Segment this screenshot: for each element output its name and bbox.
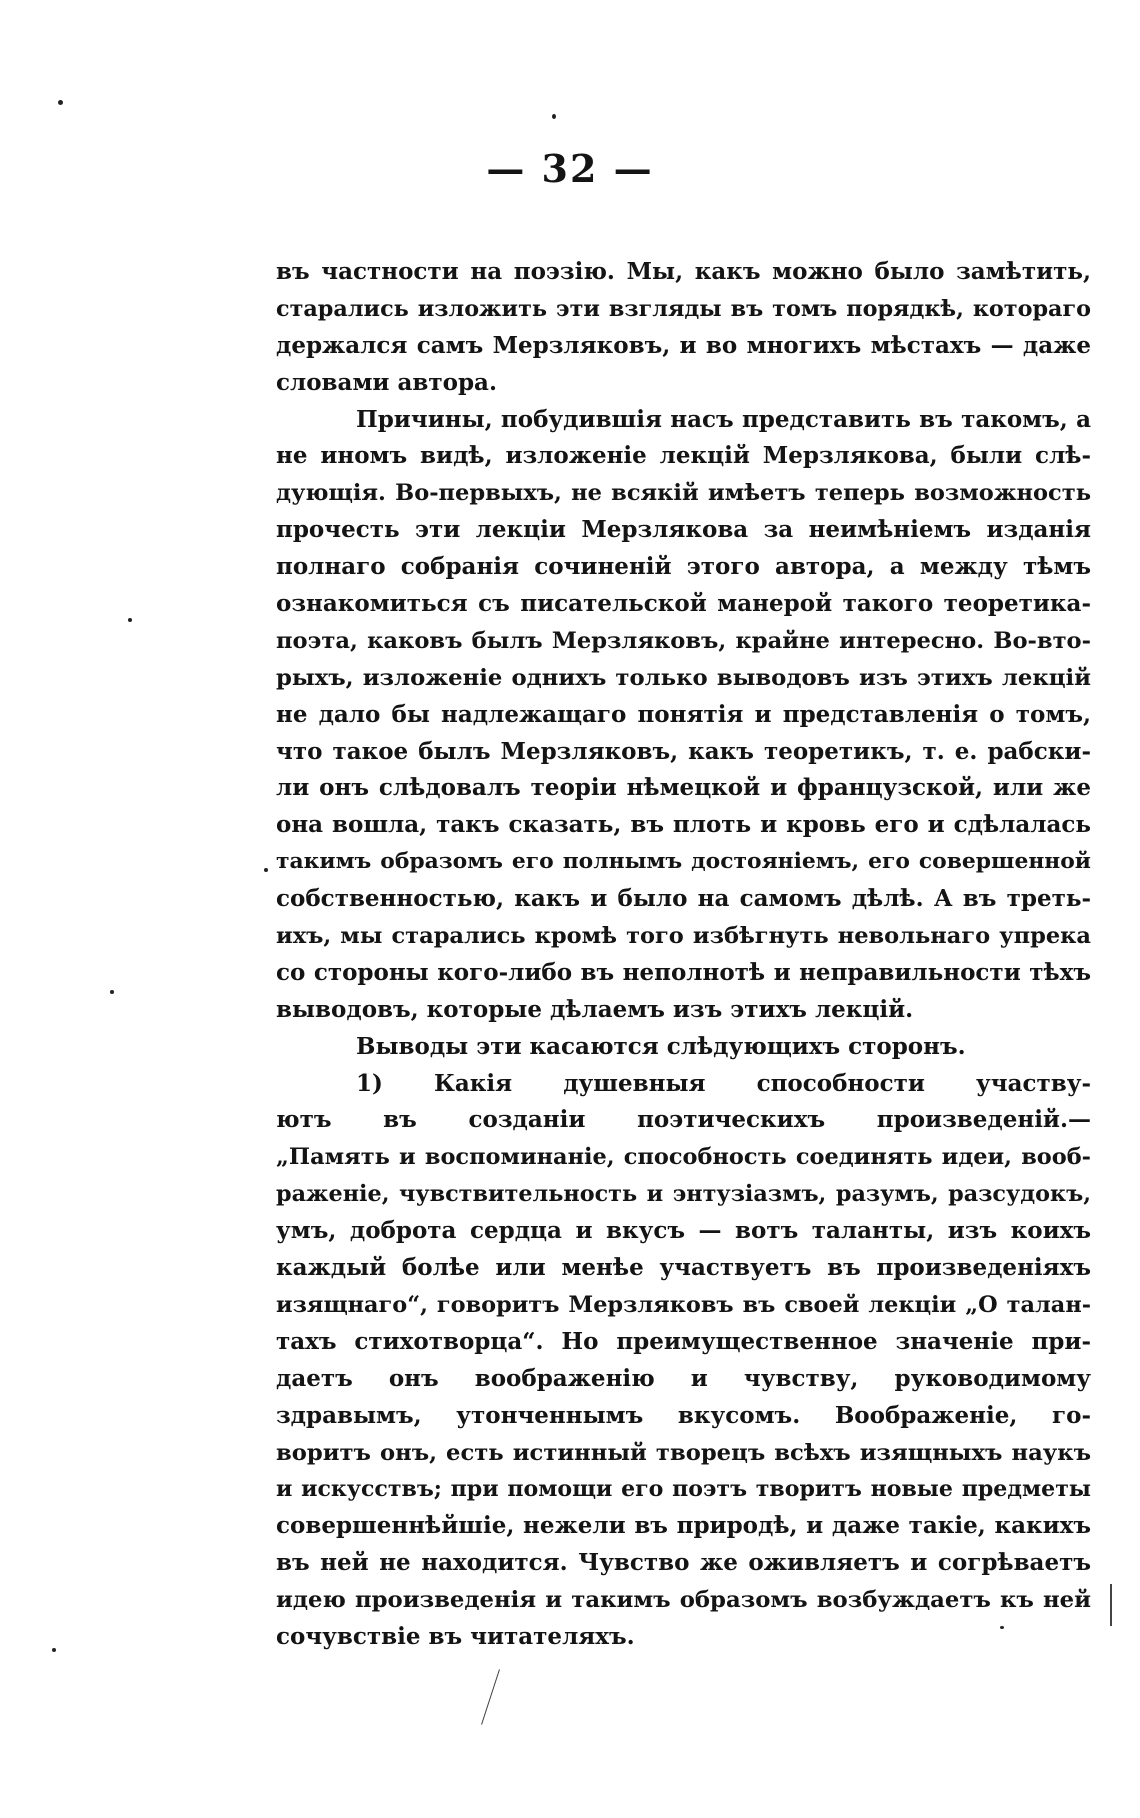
text-line: сочувствіе въ читателяхъ.	[276, 1622, 635, 1650]
page-number: — 32 —	[486, 146, 654, 191]
scan-speck	[58, 100, 63, 105]
text-line: идею произведенія и такимъ образомъ возбуждаетъ къ ней	[276, 1587, 1091, 1614]
scan-speck	[52, 1648, 56, 1652]
text-line: прочесть эти лекціи Мерзлякова за неимѣніемъ изданія	[276, 516, 1091, 544]
text-line: Причины, побудившія насъ представить въ такомъ, а	[356, 405, 1091, 433]
text-line: даетъ онъ воображенію и чувству, руководимому	[276, 1364, 1091, 1392]
text-line: воритъ онъ, есть истинный творецъ всѣхъ изящныхъ наукъ	[276, 1439, 1091, 1466]
text-line: здравымъ, утонченнымъ вкусомъ. Воображеніе, го-	[276, 1401, 1091, 1429]
text-line: умъ, доброта сердца и вкусъ — вотъ таланты, изъ коихъ	[276, 1217, 1091, 1245]
text-line: 1) Какія душевныя способности участву-	[356, 1069, 1091, 1097]
text-line: словами автора.	[276, 368, 497, 396]
text-line: каждый болѣе или менѣе участвуетъ въ произведеніяхъ	[276, 1254, 1091, 1282]
text-line: Выводы эти касаются слѣдующихъ сторонъ.	[356, 1032, 966, 1060]
text-line: тахъ стихотворца“. Но преимущественное значеніе при-	[276, 1327, 1091, 1355]
text-line: раженіе, чувствительность и энтузіазмъ, разумъ, разсудокъ,	[276, 1181, 1091, 1208]
text-line: изящнаго“, говоритъ Мерзляковъ въ своей лекціи „О талан-	[276, 1291, 1091, 1318]
text-line: и искусствъ; при помощи его поэтъ творитъ новые предметы	[276, 1476, 1091, 1503]
text-line: полнаго собранія сочиненій этого автора, а между тѣмъ	[276, 553, 1091, 581]
text-line: ютъ въ созданіи поэтическихъ произведеній.—	[276, 1106, 1091, 1134]
scan-mark	[481, 1669, 500, 1724]
text-line: держался самъ Мерзляковъ, и во многихъ мѣстахъ — даже	[276, 331, 1091, 359]
text-line: со стороны кого-либо въ неполнотѣ и неправильности тѣхъ	[276, 958, 1091, 986]
text-line: „Память и воспоминаніе, способность соединять идеи, вооб-	[276, 1144, 1091, 1171]
scan-mark	[1110, 1584, 1112, 1626]
scan-speck	[128, 618, 132, 622]
text-line: ихъ, мы старались кромѣ того избѣгнуть невольнаго упрека	[276, 923, 1091, 950]
scan-speck	[110, 990, 114, 994]
text-line: поэта, каковъ былъ Мерзляковъ, крайне интересно. Во-вто-	[276, 627, 1091, 654]
text-line: такимъ образомъ его полнымъ достояніемъ, его совершенной	[276, 849, 1091, 875]
scan-speck	[1000, 1626, 1004, 1629]
text-line: ли онъ слѣдовалъ теоріи нѣмецкой и французской, или же	[276, 774, 1091, 802]
scan-speck	[264, 868, 268, 872]
text-line: ознакомиться съ писательской манерой такого теоретика-	[276, 590, 1091, 618]
text-line: въ частности на поэзію. Мы, какъ можно было замѣтить,	[276, 258, 1091, 285]
text-line: что такое былъ Мерзляковъ, какъ теоретикъ, т. е. рабски-	[276, 737, 1091, 765]
text-line: собственностью, какъ и было на самомъ дѣлѣ. А въ треть-	[276, 885, 1091, 913]
scan-speck	[552, 114, 556, 119]
text-line: не иномъ видѣ, изложеніе лекцій Мерзлякова, были слѣ-	[276, 442, 1091, 470]
text-line: она вошла, такъ сказать, въ плоть и кровь его и сдѣлалась	[276, 811, 1091, 839]
text-line: дующія. Во-первыхъ, не всякій имѣетъ теперь возможность	[276, 480, 1091, 507]
text-line: старались изложить эти взгляды въ томъ порядкѣ, котораго	[276, 295, 1091, 322]
text-line: въ ней не находится. Чувство же оживляетъ и согрѣваетъ	[276, 1549, 1091, 1577]
text-line: выводовъ, которые дѣлаемъ изъ этихъ лекцій.	[276, 995, 914, 1023]
text-line: не дало бы надлежащаго понятія и представленія о томъ,	[276, 700, 1091, 728]
body-text	[276, 254, 1091, 1656]
text-line: рыхъ, изложеніе однихъ только выводовъ изъ этихъ лекцій	[276, 664, 1091, 691]
text-line: совершеннѣйшіе, нежели въ природѣ, и даже такіе, какихъ	[276, 1512, 1091, 1540]
